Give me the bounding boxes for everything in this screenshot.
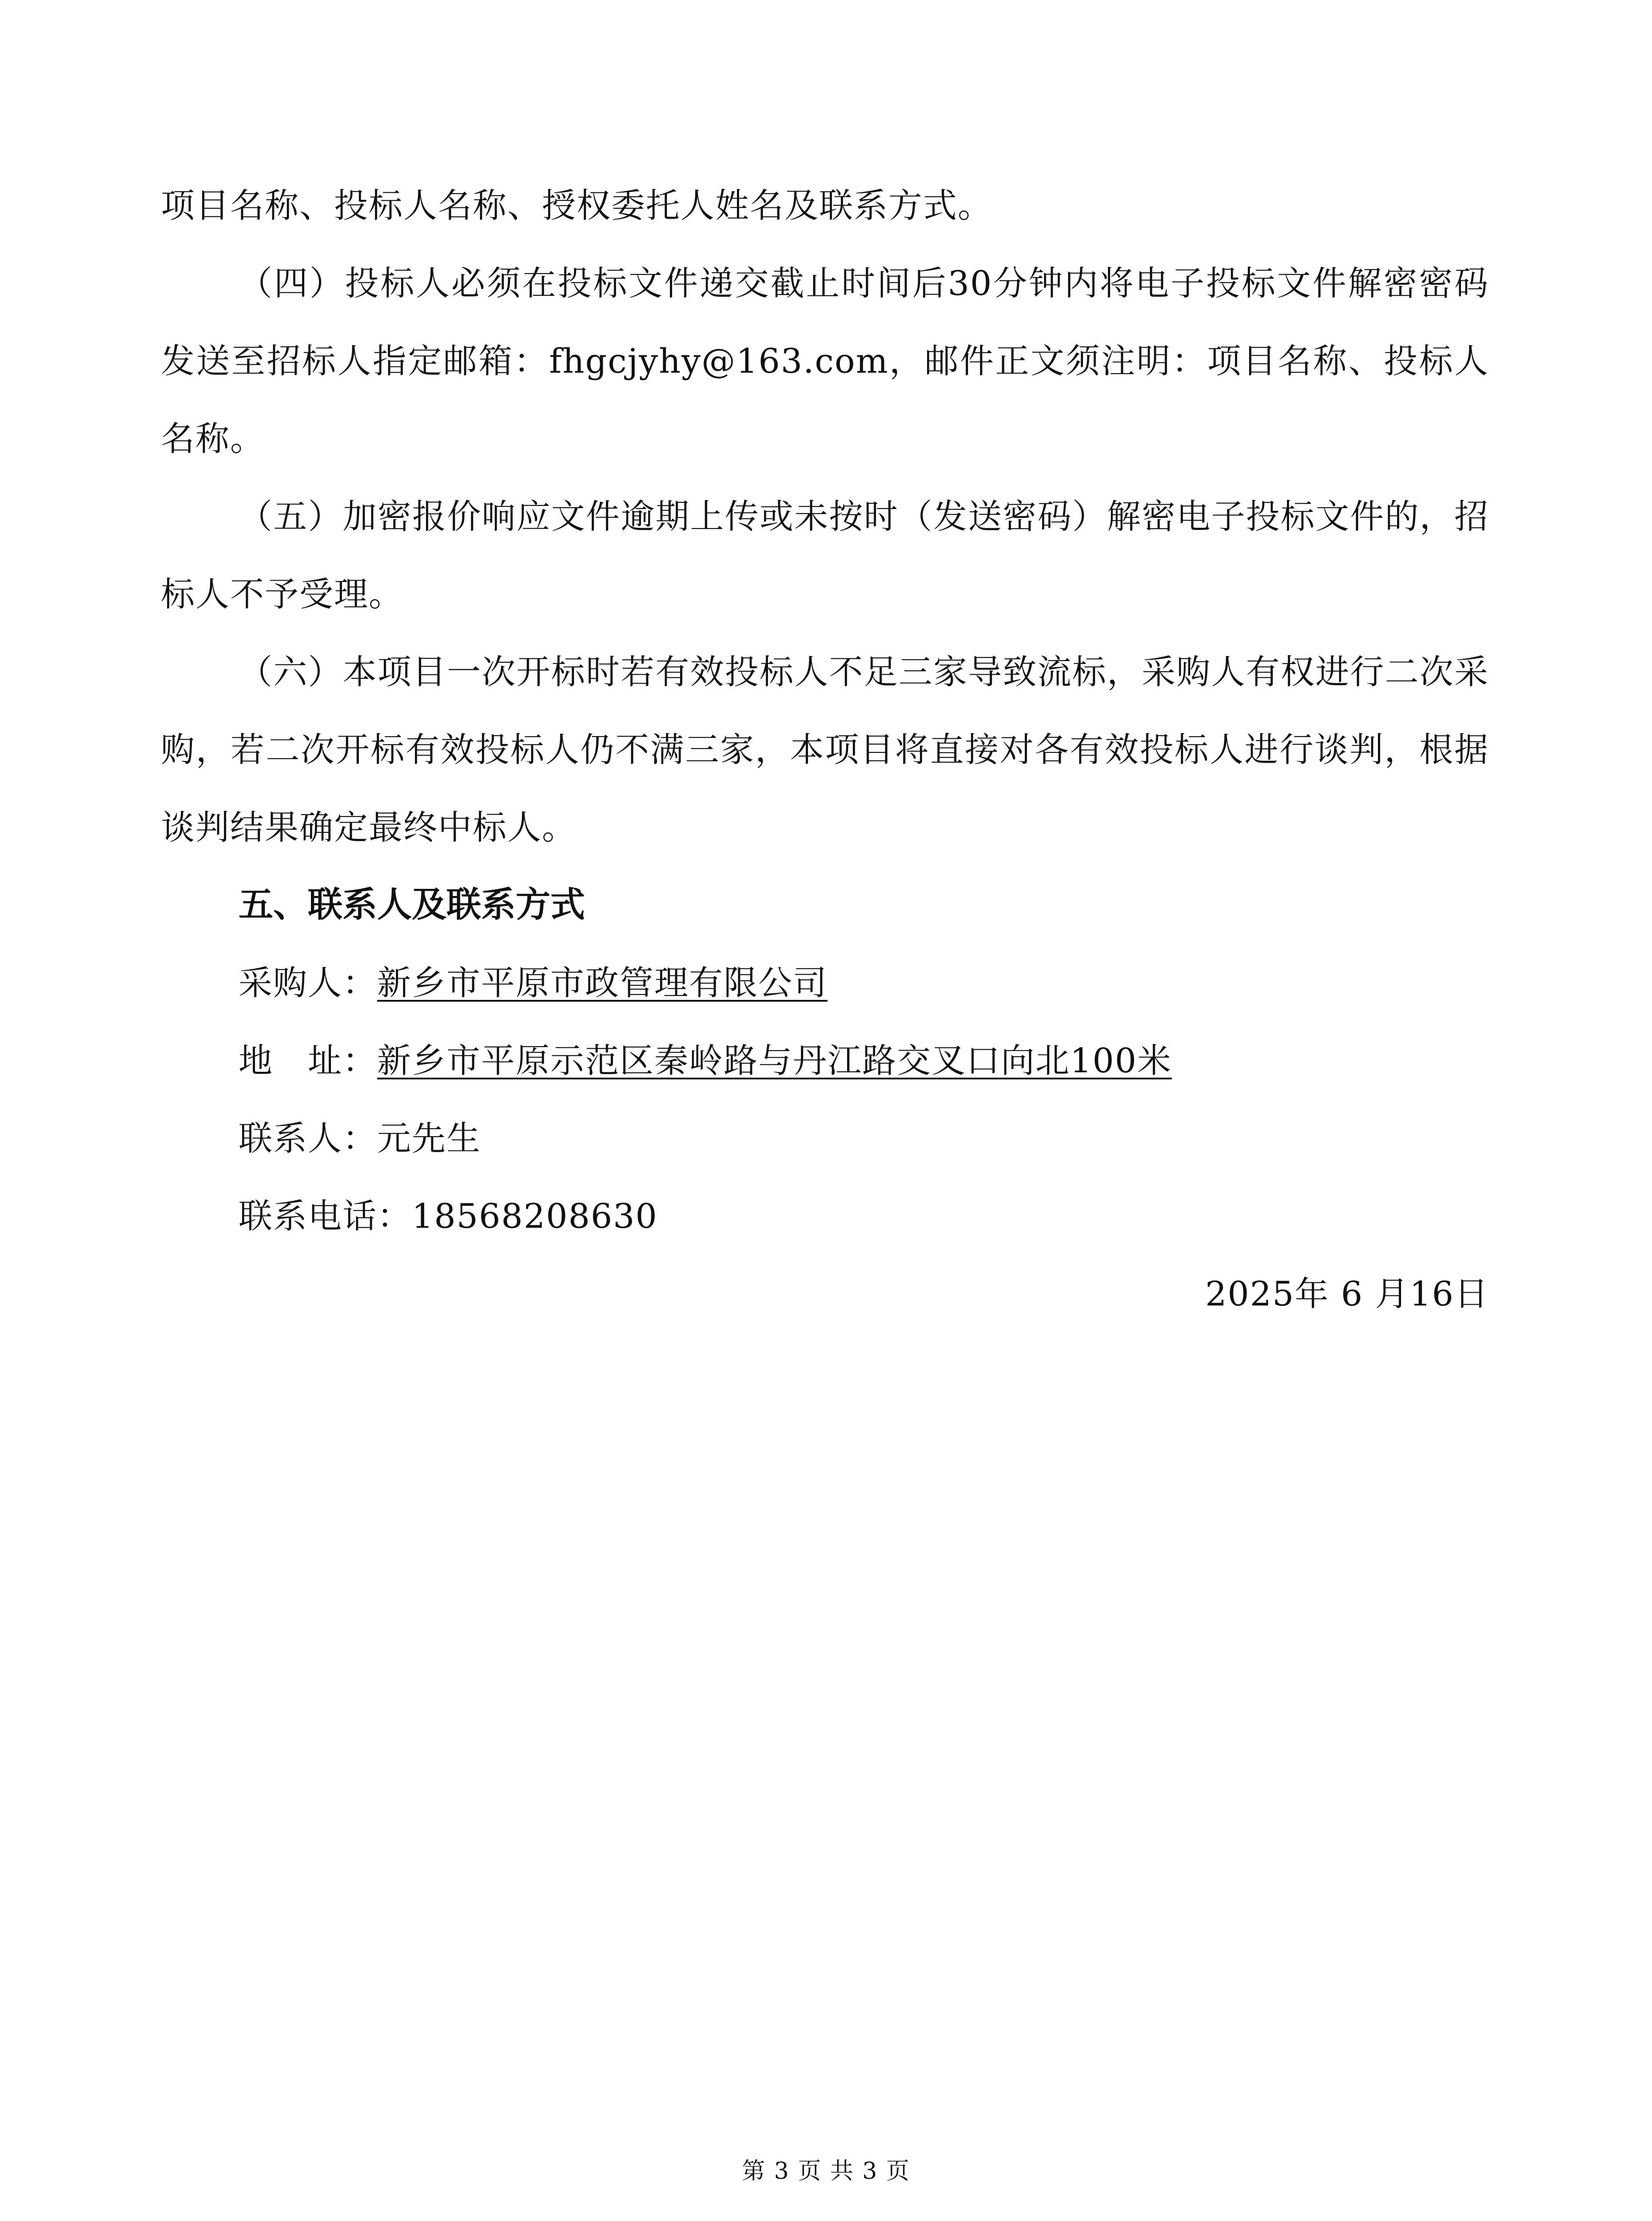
address-value: 新乡市平原示范区秦岭路与丹江路交叉口向北100米: [377, 1041, 1172, 1080]
contact-label: 联系人：: [239, 1118, 377, 1158]
contact-person-line: [161, 1099, 1489, 1177]
paragraph-3: （五）加密报价响应文件逾期上传或未按时（发送密码）解密电子投标文件的，招标人不予受理。: [161, 497, 1489, 614]
purchaser-value: 新乡市平原市政管理有限公司: [377, 963, 828, 1003]
paragraph-1: 项目名称、投标人名称、授权委托人姓名及联系方式。: [161, 186, 992, 225]
section-heading: 五、联系人及联系方式: [239, 885, 585, 925]
document-date: 2025年 6 月16日: [1205, 1274, 1489, 1313]
phone-line: [161, 1177, 1489, 1255]
phone-value: 18568208630: [412, 1196, 658, 1236]
page-footer: 第 3 页 共 3 页: [742, 2158, 910, 2185]
purchaser-line: [161, 944, 1489, 1022]
contact-value: 元先生: [377, 1118, 481, 1158]
paragraph-4: （六）本项目一次开标时若有效投标人不足三家导致流标，采购人有权进行二次采购，若二次开标有效投标人仍不满三家，本项目将直接对各有效投标人进行谈判，根据谈判结果确定最终中标人。: [161, 652, 1489, 847]
address-line: [161, 1022, 1489, 1099]
document-body: [161, 167, 1489, 1333]
paragraph-2: （四）投标人必须在投标文件递交截止时间后30分钟内将电子投标文件解密密码发送至招标人指定邮箱：fhgcjyhy@163.com，邮件正文须注明：项目名称、投标人名称。: [161, 263, 1489, 458]
phone-label: 联系电话：: [239, 1196, 412, 1236]
purchaser-label: 采购人：: [239, 963, 377, 1003]
address-label: 地 址：: [239, 1041, 377, 1080]
